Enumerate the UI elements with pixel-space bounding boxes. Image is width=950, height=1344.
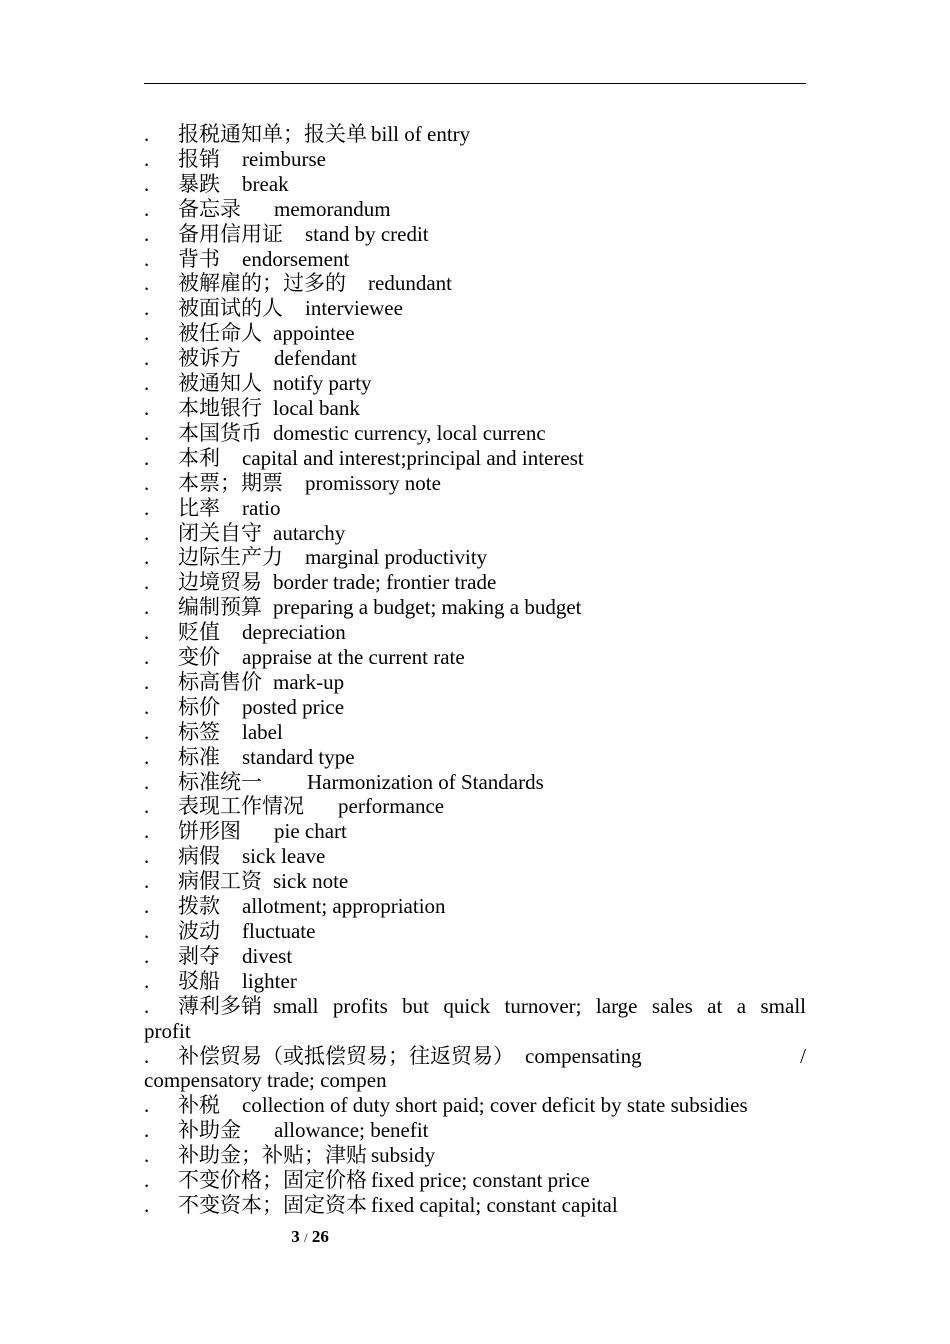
term-chinese: 被任命人: [178, 321, 262, 346]
page-footer: [0, 1227, 620, 1247]
page-number: 3: [291, 1227, 300, 1246]
term-chinese: 标价: [178, 694, 220, 719]
list-item: [144, 247, 806, 272]
list-item: [144, 620, 806, 645]
term-english: bill of entry: [371, 122, 471, 146]
term-english: defendant: [274, 346, 357, 371]
term-english: subsidy: [371, 1143, 436, 1168]
term-chinese: 病假工资: [178, 869, 262, 894]
bullet: .: [144, 669, 150, 694]
term-chinese: 编制预算: [178, 595, 262, 620]
bullet: .: [144, 321, 150, 346]
term-english: performance: [338, 794, 445, 819]
page-total: 26: [311, 1227, 329, 1246]
term-chinese: 薄利多销: [178, 993, 262, 1018]
term-chinese: 贬值: [178, 620, 220, 645]
bullet: .: [144, 1043, 150, 1068]
term-chinese: 不变资本；固定资本: [178, 1192, 367, 1217]
term-english-line2: profit: [144, 1018, 191, 1043]
bullet: .: [144, 595, 150, 620]
bullet: .: [144, 819, 150, 844]
term-english: promissory note: [305, 470, 441, 495]
bullet: .: [144, 869, 150, 894]
bullet: .: [144, 943, 150, 968]
term-english: fixed price; constant price: [371, 1168, 590, 1193]
list-item: [144, 122, 806, 147]
term-english: collection of duty short paid; cover deficit by state subsidies: [242, 1093, 748, 1118]
term-english: endorsement: [242, 246, 350, 271]
list-item: [144, 222, 806, 247]
list-item: [144, 894, 806, 919]
term-english: fluctuate: [242, 919, 316, 943]
term-english: standard type: [242, 744, 355, 769]
list-item: [144, 1143, 806, 1168]
list-item: [144, 819, 806, 844]
bullet: .: [144, 1118, 150, 1143]
list-item: [144, 172, 806, 197]
term-english: capital and interest;principal and interest: [242, 445, 584, 470]
term-chinese: 补助金；补贴；津贴: [178, 1143, 367, 1168]
bullet: .: [144, 620, 150, 645]
bullet: .: [144, 420, 150, 445]
term-chinese: 剥夺: [178, 943, 220, 968]
list-item: [144, 695, 806, 720]
list-item: [144, 1168, 806, 1193]
term-english: preparing a budget; making a budget: [273, 595, 582, 620]
term-english: stand by credit: [305, 221, 429, 246]
bullet: .: [144, 744, 150, 769]
list-item: [144, 421, 806, 446]
term-chinese: 报税通知单；报关单: [178, 122, 367, 146]
term-chinese: 比率: [178, 495, 220, 520]
bullet: .: [144, 122, 150, 146]
list-item: [144, 147, 806, 172]
bullet: .: [144, 146, 150, 171]
list-item: [144, 1093, 806, 1118]
list-item: [144, 645, 806, 670]
list-item: [144, 197, 806, 222]
bullet: .: [144, 919, 150, 943]
term-english: memorandum: [274, 196, 391, 221]
list-item: [144, 770, 806, 795]
bullet: .: [144, 470, 150, 495]
header-rule: [144, 83, 806, 84]
term-chinese: 闭关自守: [178, 520, 262, 545]
list-item: [144, 521, 806, 546]
bullet: .: [144, 371, 150, 396]
bullet: .: [144, 196, 150, 221]
list-item: [144, 595, 806, 620]
term-chinese: 本地银行: [178, 395, 262, 420]
term-english: lighter: [242, 968, 297, 993]
term-chinese: 标签: [178, 719, 220, 744]
bullet: .: [144, 894, 150, 919]
list-item: [144, 969, 806, 994]
bullet: .: [144, 221, 150, 246]
term-english: autarchy: [273, 520, 346, 545]
bullet: .: [144, 993, 150, 1018]
bullet: .: [144, 645, 150, 670]
list-item: [144, 869, 806, 894]
term-chinese: 边境贸易: [178, 570, 262, 595]
term-english-line1: compensating: [525, 1043, 642, 1068]
list-item: [144, 944, 806, 969]
term-chinese: 备用信用证: [178, 221, 283, 246]
bullet: .: [144, 346, 150, 371]
term-chinese: 表现工作情况: [178, 794, 304, 819]
term-english: interviewee: [305, 296, 403, 321]
term-english: pie chart: [274, 819, 347, 844]
list-item: [144, 994, 806, 1044]
term-chinese: 标高售价: [178, 669, 262, 694]
term-chinese: 补助金: [178, 1118, 241, 1143]
term-chinese: 被诉方: [178, 346, 241, 371]
list-item: [144, 496, 806, 521]
bullet: .: [144, 171, 150, 196]
bullet: .: [144, 445, 150, 470]
term-chinese: 被通知人: [178, 371, 262, 396]
term-english: depreciation: [242, 620, 346, 645]
list-item: [144, 919, 806, 944]
bullet: .: [144, 769, 150, 794]
page-separator: /: [303, 1230, 308, 1245]
term-english: ratio: [242, 495, 281, 520]
bullet: .: [144, 246, 150, 271]
list-item: [144, 844, 806, 869]
term-chinese: 饼形图: [178, 819, 241, 844]
list-item: [144, 570, 806, 595]
term-english: marginal productivity: [305, 545, 488, 570]
list-item: [144, 670, 806, 695]
term-english: allowance; benefit: [274, 1118, 429, 1143]
term-english: posted price: [242, 694, 345, 719]
term-english-line1: small profits but quick turnover; large sales at a small: [273, 993, 806, 1018]
term-english: Harmonization of Standards: [307, 769, 544, 794]
list-item: [144, 346, 806, 371]
term-english: border trade; frontier trade: [273, 570, 497, 595]
list-item: [144, 396, 806, 421]
term-chinese: 不变价格；固定价格: [178, 1168, 367, 1193]
term-chinese: 本国货币: [178, 420, 262, 445]
list-item: [144, 321, 806, 346]
term-chinese: 病假: [178, 844, 220, 869]
glossary-list: [144, 122, 806, 1218]
term-chinese: 波动: [178, 919, 220, 943]
list-item: [144, 371, 806, 396]
bullet: .: [144, 1168, 150, 1193]
bullet: .: [144, 844, 150, 869]
list-item: [144, 471, 806, 496]
list-item: [144, 296, 806, 321]
list-item: [144, 446, 806, 471]
term-english: break: [242, 171, 289, 196]
term-english: fixed capital; constant capital: [371, 1192, 618, 1217]
list-item: [144, 745, 806, 770]
slash-separator: /: [800, 1043, 806, 1068]
bullet: .: [144, 719, 150, 744]
term-english: label: [242, 719, 283, 744]
bullet: .: [144, 968, 150, 993]
term-chinese: 驳船: [178, 968, 220, 993]
term-english: notify party: [273, 371, 372, 396]
bullet: .: [144, 495, 150, 520]
bullet: .: [144, 271, 150, 296]
list-item: [144, 1193, 806, 1218]
list-item: [144, 720, 806, 745]
bullet: .: [144, 296, 150, 321]
term-chinese: 标准统一: [178, 769, 262, 794]
bullet: .: [144, 1093, 150, 1118]
term-chinese: 标准: [178, 744, 220, 769]
term-english: appraise at the current rate: [242, 645, 465, 670]
term-chinese: 背书: [178, 246, 220, 271]
bullet: .: [144, 1192, 150, 1217]
term-chinese: 备忘录: [178, 196, 241, 221]
term-english: sick note: [273, 869, 349, 894]
term-english: domestic currency, local currenc: [273, 420, 546, 445]
bullet: .: [144, 395, 150, 420]
term-chinese: 暴跌: [178, 171, 220, 196]
bullet: .: [144, 570, 150, 595]
term-chinese: 本票；期票: [178, 470, 283, 495]
term-chinese: 补税: [178, 1093, 220, 1118]
term-chinese: 拨款: [178, 894, 220, 919]
term-chinese: 补偿贸易（或抵偿贸易；往返贸易）: [178, 1043, 514, 1068]
term-chinese: 报销: [178, 146, 220, 171]
term-english: local bank: [273, 395, 360, 420]
bullet: .: [144, 545, 150, 570]
term-english: divest: [242, 943, 293, 968]
term-english: appointee: [273, 321, 355, 346]
term-english-line2: compensatory trade; compen: [144, 1068, 387, 1093]
term-english: reimburse: [242, 146, 326, 171]
term-chinese: 变价: [178, 645, 220, 670]
term-english: sick leave: [242, 844, 326, 869]
bullet: .: [144, 794, 150, 819]
term-chinese: 边际生产力: [178, 545, 283, 570]
list-item: [144, 545, 806, 570]
list-item: [144, 794, 806, 819]
term-chinese: 本利: [178, 445, 220, 470]
list-item: [144, 1044, 806, 1094]
bullet: .: [144, 1143, 150, 1168]
term-english: redundant: [368, 271, 452, 296]
list-item: [144, 271, 806, 296]
term-english: mark-up: [273, 669, 345, 694]
bullet: .: [144, 520, 150, 545]
list-item: [144, 1118, 806, 1143]
term-english: allotment; appropriation: [242, 894, 446, 919]
bullet: .: [144, 694, 150, 719]
term-chinese: 被面试的人: [178, 296, 283, 321]
term-chinese: 被解雇的；过多的: [178, 271, 346, 296]
